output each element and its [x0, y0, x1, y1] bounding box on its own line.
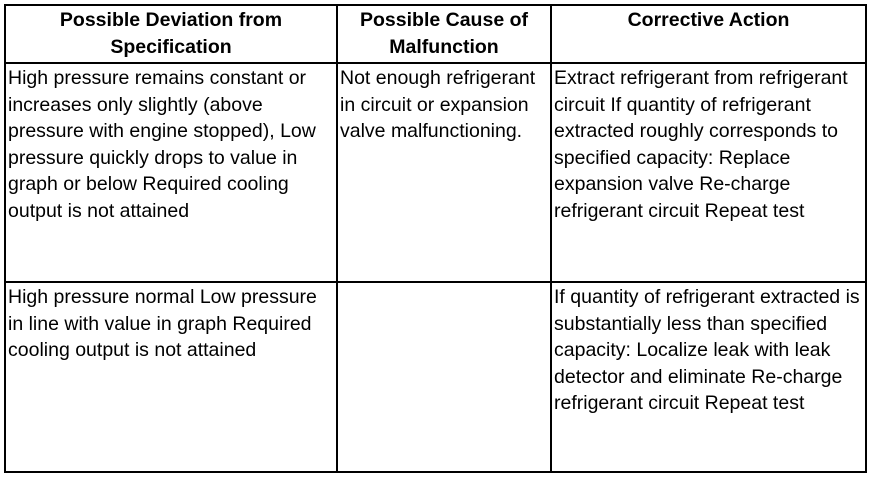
cell-cause — [337, 282, 551, 472]
cell-cause: Not enough refrigerant in circuit or expansion valve malfunctioning. — [337, 63, 551, 282]
header-action: Corrective Action — [551, 5, 866, 63]
table-row — [5, 282, 866, 472]
header-deviation: Possible Deviation from Specification — [5, 5, 337, 63]
diagnosis-table — [4, 4, 867, 473]
table-header-row — [5, 5, 866, 63]
table-row — [5, 63, 866, 282]
cell-action: Extract refrigerant from refrigerant circuit If quantity of refrigerant extracted roughly corresponds to specified capacity: Replace expansion valve Re-charge refrigerant circuit Repeat test — [551, 63, 866, 282]
cell-deviation: High pressure remains constant or increases only slightly (above pressure with engine stopped), Low pressure quickly drops to value in graph or below Required cooling output is not attained — [5, 63, 337, 282]
cell-action: If quantity of refrigerant extracted is substantially less than specified capacity: Localize leak with leak detector and eliminate Re-charge refrigerant circuit Repeat test — [551, 282, 866, 472]
header-cause: Possible Cause of Malfunction — [337, 5, 551, 63]
cell-deviation: High pressure normal Low pressure in line with value in graph Required cooling output is not attained — [5, 282, 337, 472]
